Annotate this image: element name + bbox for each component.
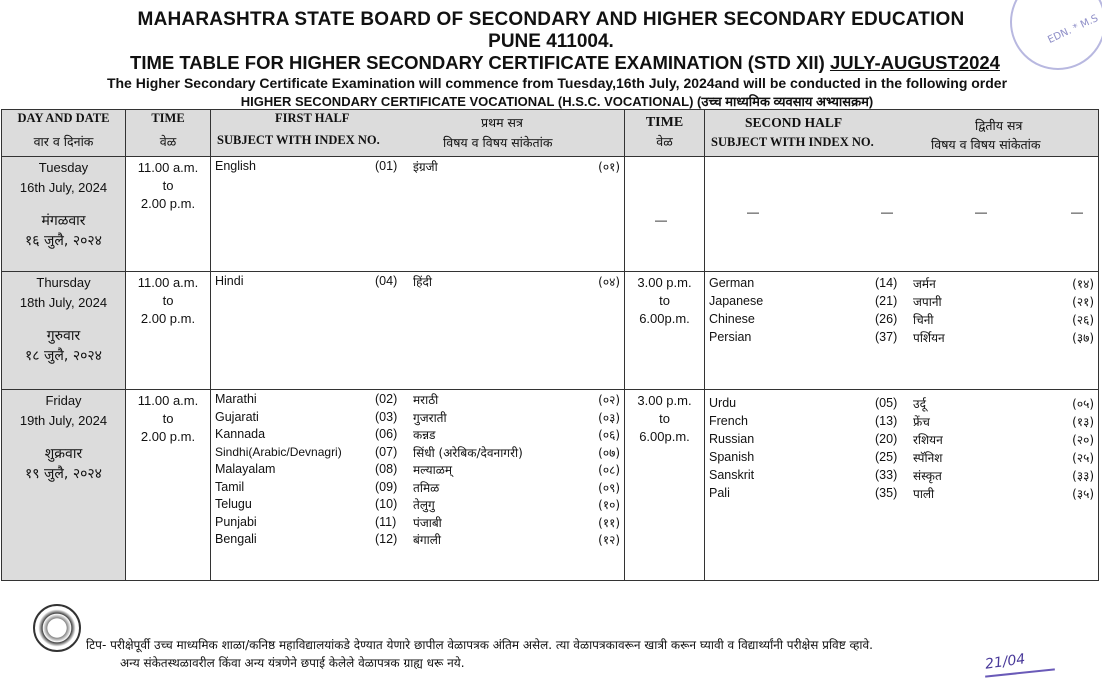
subject-index-mr: (०८) — [598, 463, 620, 477]
subject-name-mr: पर्शियन — [913, 331, 945, 345]
subject-row — [211, 496, 624, 514]
subject-index-mr: (०७) — [598, 445, 620, 460]
time-dash: — — [655, 213, 667, 227]
timetable-header-row — [2, 110, 1099, 157]
subject-name-mr: कन्नड — [413, 428, 436, 442]
subject-index-mr: (०१) — [598, 160, 620, 174]
subject-index-mr: (३५) — [1072, 487, 1094, 501]
second-half-time — [625, 390, 705, 581]
subject-index-mr: (०३) — [598, 410, 620, 425]
subject-index-mr: (०६) — [598, 428, 620, 442]
first-half-subjects — [211, 272, 625, 390]
subject-name-en: Tamil — [215, 479, 245, 494]
first-half-subjects — [211, 390, 625, 581]
col-time-first-en: TIME — [151, 111, 185, 125]
time-end: 6.00p.m. — [639, 429, 690, 444]
subject-row — [705, 329, 1098, 347]
subject-name-en: Urdu — [709, 396, 737, 410]
subject-name-en: Spanish — [709, 450, 755, 464]
second-half-time — [625, 272, 705, 390]
second-half-subjects — [705, 272, 1099, 390]
board-title: MAHARASHTRA STATE BOARD OF SECONDARY AND HIGHER SECONDARY EDUCATION — [137, 9, 965, 30]
day-en: Tuesday — [38, 160, 89, 175]
timetable-row-day1 — [2, 157, 1099, 272]
subject-index-mr: (३७) — [1072, 331, 1094, 345]
subject-name-mr: स्पॅनिश — [913, 451, 943, 465]
subject-index-mr: (२६) — [1072, 313, 1094, 327]
time-end: 2.00 p.m. — [140, 429, 196, 444]
subject-name-en: Bengali — [215, 532, 257, 546]
col-time-second-en: TIME — [645, 115, 684, 130]
subject-index: (01) — [375, 159, 398, 173]
timetable — [1, 109, 1099, 581]
subject-name-en: Japanese — [709, 294, 764, 308]
col-first-half — [211, 110, 625, 157]
subject-name-mr: चिनी — [913, 313, 934, 327]
col-first-half-mr: प्रथम सत्र — [481, 115, 523, 130]
subject-index: (25) — [875, 450, 898, 464]
time-start: 11.00 a.m. — [137, 275, 199, 290]
subject-index-mr: (०४) — [598, 275, 620, 289]
subject-name-mr: मराठी — [413, 393, 439, 407]
col-second-half — [705, 110, 1099, 157]
subject-row — [705, 275, 1098, 293]
col-time-first — [126, 110, 211, 157]
subject-name-en: Kannada — [215, 427, 266, 441]
subject-index: (21) — [875, 294, 898, 308]
subject-index: (02) — [375, 392, 398, 406]
subject-index: (06) — [375, 427, 398, 441]
subject-name-en: Russian — [709, 432, 755, 446]
subject-row — [211, 409, 624, 427]
time-start: 3.00 p.m. — [637, 393, 692, 408]
subject-index: (09) — [375, 479, 398, 494]
date-mr: १६ जुलै, २०२४ — [25, 233, 102, 249]
signature: 21/04 — [984, 651, 1027, 673]
subject-row — [705, 395, 1098, 413]
subject-name-en: Pali — [709, 486, 730, 500]
footer-note-2: अन्य संकेतस्थळावरील किंवा अन्य यंत्रणेने छपाई केलेले वेळापत्रक ग्राह्य धरू नये. — [120, 656, 465, 670]
subject-index-mr: (०९) — [598, 480, 620, 495]
subject-name-mr: फ्रेंच — [913, 415, 930, 429]
col-first-half-mr2: विषय व विषय सांकेतांक — [443, 135, 553, 150]
subject-name-mr: उर्दू — [913, 397, 926, 411]
subject-index-mr: (३३) — [1072, 469, 1094, 483]
subject-index: (33) — [875, 468, 898, 482]
course-title: HIGHER SECONDARY CERTIFICATE VOCATIONAL (H.S.C. VOCATIONAL) (उच्च माध्यमिक व्यवसाय अभ्यासक्रम) — [240, 94, 874, 109]
subject-index: (07) — [375, 444, 398, 459]
subject-name-mr: सिंधी (अरेबिक/देवनागरी) — [413, 445, 523, 460]
subject-name-mr: मल्याळम् — [413, 463, 453, 477]
time-end: 2.00 p.m. — [140, 196, 196, 211]
dash: — — [975, 205, 987, 219]
subject-index-mr: (०२) — [598, 393, 620, 407]
time-to: to — [659, 293, 670, 308]
subject-index: (12) — [375, 532, 398, 546]
subject-index-mr: (२५) — [1072, 451, 1094, 465]
subject-index-mr: (१२) — [598, 533, 620, 547]
subject-row — [211, 158, 624, 176]
subject-name-en: French — [709, 414, 748, 428]
subject-name-mr: हिंदी — [413, 275, 432, 289]
subject-index-mr: (२१) — [1072, 295, 1094, 309]
subject-index-mr: (१०) — [598, 498, 620, 512]
day-mr: शुक्रवार — [44, 446, 83, 462]
subject-name-en: German — [709, 276, 755, 290]
subject-name-mr: पंजाबी — [413, 515, 442, 530]
subject-index-mr: (१४) — [1072, 277, 1094, 291]
col-first-half-en2: SUBJECT WITH INDEX NO. — [217, 133, 380, 147]
subject-index-mr: (०५) — [1072, 397, 1094, 411]
timetable-title-main: TIME TABLE FOR HIGHER SECONDARY CERTIFICATE EXAMINATION (STD XII) — [130, 52, 830, 73]
subject-name-en: Malayalam — [215, 462, 276, 476]
footer — [0, 584, 1102, 678]
day-mr: गुरुवार — [46, 328, 81, 344]
subject-name-mr: जपानी — [913, 295, 942, 309]
seal-stamp-text: EDN. * M.S — [1046, 13, 1100, 46]
subject-name-mr: जर्मन — [913, 277, 936, 291]
timetable-row-day2 — [2, 272, 1099, 390]
subject-name-mr: संस्कृत — [913, 469, 942, 483]
time-start: 11.00 a.m. — [137, 160, 199, 175]
col-time-second — [625, 110, 705, 157]
second-half-time — [625, 157, 705, 272]
col-day-date-en: DAY AND DATE — [17, 111, 110, 125]
subject-row — [705, 467, 1098, 485]
col-day-date-mr: वार व दिनांक — [33, 134, 94, 149]
subject-row — [705, 431, 1098, 449]
subject-name-en: Persian — [709, 330, 752, 344]
col-second-half-en: SECOND HALF — [745, 115, 843, 130]
subject-name-mr: गुजराती — [413, 410, 447, 425]
subject-row — [705, 485, 1098, 503]
subject-index-mr: (१३) — [1072, 415, 1094, 429]
subject-index: (37) — [875, 330, 898, 344]
date-en: 18th July, 2024 — [19, 295, 108, 310]
second-half-subjects — [705, 157, 1099, 272]
col-second-half-mr: द्वितीय सत्र — [975, 118, 1023, 133]
subject-name-en: English — [215, 159, 256, 173]
timetable-title — [0, 52, 1102, 74]
day-mr: मंगळवार — [41, 213, 86, 229]
col-time-second-mr: वेळ — [656, 134, 673, 149]
subject-row — [211, 273, 624, 291]
date-en: 16th July, 2024 — [19, 180, 108, 195]
dash: — — [1071, 205, 1083, 219]
subject-name-en: Hindi — [215, 274, 244, 288]
day-date-cell — [2, 390, 126, 581]
subject-row — [211, 391, 624, 409]
subject-row — [211, 461, 624, 479]
subject-index: (10) — [375, 497, 398, 511]
subject-row — [705, 449, 1098, 467]
subject-row — [705, 311, 1098, 329]
col-second-half-mr2: विषय व विषय सांकेतांक — [931, 137, 1041, 152]
subject-index: (11) — [375, 514, 397, 529]
subject-index: (20) — [875, 432, 898, 446]
subject-name-mr: इंग्रजी — [413, 160, 438, 174]
time-to: to — [162, 178, 174, 193]
board-address: PUNE 411004. — [488, 31, 614, 52]
subject-name-mr: बंगाली — [413, 533, 441, 547]
first-half-time — [126, 272, 211, 390]
footer-note: टिप- परीक्षेपूर्वी उच्च माध्यमिक शाळा/कनिष्ठ महाविद्यालयांकडे देण्यात येणारे छापील वेळापत्रक अंतिम असेल. त्या वेळापत्रकावरून खात्री करून घ्यावी व विद्यार्थ्यांनी परीक्षेस प्रविष्ट व्हावे. — [86, 638, 873, 652]
date-mr: १८ जुलै, २०२४ — [25, 348, 102, 364]
first-half-subjects — [211, 157, 625, 272]
commencement-note: The Higher Secondary Certificate Examination will commence from Tuesday,16th July, 2024and will be conducted in the following order — [106, 75, 1008, 91]
subject-index: (03) — [375, 409, 398, 424]
subject-name-en: Gujarati — [215, 409, 259, 424]
time-to: to — [659, 411, 670, 426]
subject-index: (26) — [875, 312, 898, 326]
board-seal-icon — [33, 604, 81, 652]
time-start: 3.00 p.m. — [637, 275, 692, 290]
dash: — — [747, 205, 759, 219]
timetable-row-day3 — [2, 390, 1099, 581]
subject-index: (08) — [375, 462, 398, 476]
day-en: Friday — [45, 393, 82, 408]
date-en: 19th July, 2024 — [19, 413, 108, 428]
time-to: to — [162, 411, 174, 426]
subject-index: (13) — [875, 414, 898, 428]
subject-index: (35) — [875, 486, 898, 500]
subject-name-mr: तेलुगु — [413, 498, 435, 512]
subject-name-en: Chinese — [709, 312, 755, 326]
subject-index: (14) — [875, 276, 898, 290]
subject-row — [211, 444, 624, 462]
subject-name-en: Sanskrit — [709, 468, 755, 482]
subject-index-mr: (११) — [598, 515, 620, 530]
subject-name-en: Sindhi(Arabic/Devnagri) — [215, 444, 342, 459]
subject-name-mr: तमिळ — [413, 480, 440, 495]
subject-name-mr: पाली — [913, 487, 935, 501]
subject-name-en: Punjabi — [215, 514, 257, 529]
col-first-half-en: FIRST HALF — [275, 111, 350, 125]
col-time-first-mr: वेळ — [159, 134, 177, 149]
time-end: 6.00p.m. — [639, 311, 690, 326]
subject-name-en: Marathi — [215, 392, 257, 406]
subject-row — [211, 426, 624, 444]
day-date-cell — [2, 157, 126, 272]
day-date-cell — [2, 272, 126, 390]
col-second-half-en2: SUBJECT WITH INDEX NO. — [711, 135, 874, 149]
subject-row — [211, 531, 624, 549]
first-half-time — [126, 390, 211, 581]
subject-row — [705, 413, 1098, 431]
time-end: 2.00 p.m. — [140, 311, 196, 326]
date-mr: १९ जुलै, २०२४ — [25, 466, 102, 482]
second-half-subjects — [705, 390, 1099, 581]
subject-index: (04) — [375, 274, 398, 288]
timetable-title-session: JULY-AUGUST2024 — [829, 52, 1000, 73]
subject-index: (05) — [875, 396, 898, 410]
subject-row — [705, 293, 1098, 311]
subject-name-mr: रशियन — [913, 433, 943, 447]
col-day-date — [2, 110, 126, 157]
subject-name-en: Telugu — [215, 497, 252, 511]
dash: — — [881, 205, 893, 219]
subject-row — [211, 514, 624, 532]
time-to: to — [162, 293, 174, 308]
time-start: 11.00 a.m. — [137, 393, 199, 408]
subject-index-mr: (२०) — [1072, 433, 1094, 447]
first-half-time — [126, 157, 211, 272]
subject-row — [211, 479, 624, 497]
day-en: Thursday — [36, 275, 91, 290]
